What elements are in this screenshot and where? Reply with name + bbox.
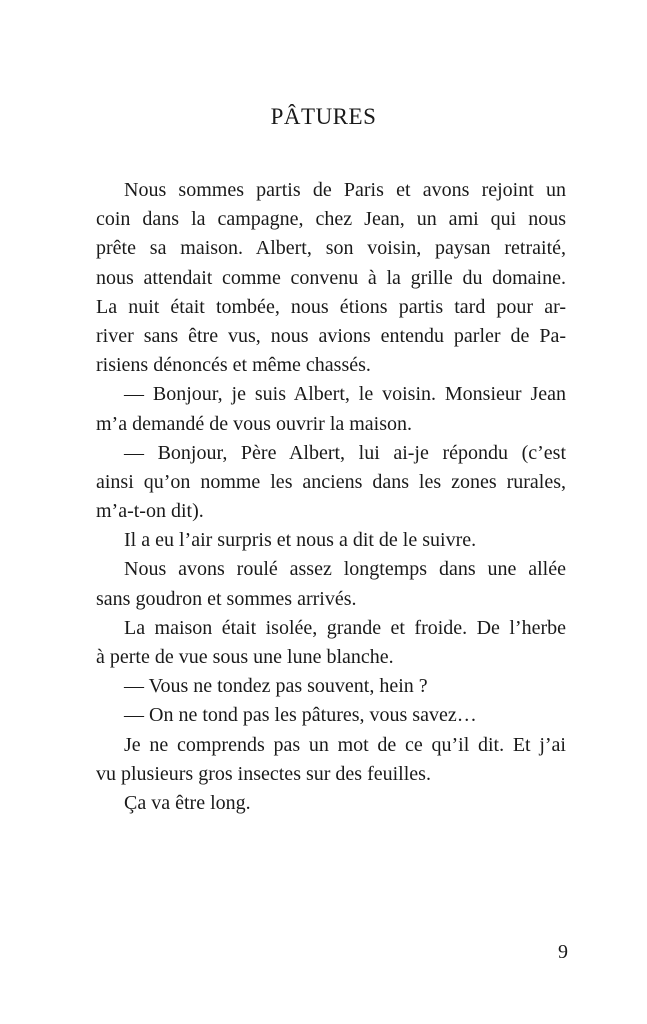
text-line: nous attendait comme convenu à la grille du domaine. bbox=[96, 266, 566, 289]
text-line: vu plusieurs gros insectes sur des feuilles. bbox=[96, 762, 431, 785]
text-line: — Vous ne tondez pas souvent, hein ? bbox=[124, 675, 428, 698]
text-line: — Bonjour, je suis Albert, le voisin. Monsieur Jean bbox=[124, 383, 566, 406]
text-line: river sans être vus, nous avions entendu parler de Pa- bbox=[96, 324, 566, 347]
text-line: La nuit était tombée, nous étions partis tard pour ar- bbox=[96, 295, 566, 318]
text-line: prête sa maison. Albert, son voisin, paysan retraité, bbox=[96, 237, 566, 260]
text-line: Ça va être long. bbox=[124, 791, 251, 814]
text-line: La maison était isolée, grande et froide. De l’herbe bbox=[124, 616, 566, 639]
text-line: risiens dénoncés et même chassés. bbox=[96, 354, 371, 377]
text-line: sans goudron et sommes arrivés. bbox=[96, 587, 357, 610]
text-line: m’a-t-on dit). bbox=[96, 500, 204, 523]
text-line: — Bonjour, Père Albert, lui ai-je répondu (c’est bbox=[124, 441, 566, 464]
text-line: Nous avons roulé assez longtemps dans une allée bbox=[124, 558, 566, 581]
text-line: m’a demandé de vous ouvrir la maison. bbox=[96, 412, 413, 435]
text-line: Je ne comprends pas un mot de ce qu’il dit. Et j’ai bbox=[124, 733, 566, 756]
text-line: Il a eu l’air surpris et nous a dit de le suivre. bbox=[124, 529, 477, 552]
chapter-title: PÂTURES bbox=[270, 104, 377, 129]
page-number: 9 bbox=[558, 941, 568, 963]
body-text bbox=[96, 176, 566, 818]
text-line: Nous sommes partis de Paris et avons rejoint un bbox=[124, 179, 566, 201]
text-line: ainsi qu’on nomme les anciens dans les zones rurales, bbox=[96, 470, 566, 493]
text-line: — On ne tond pas les pâtures, vous savez… bbox=[124, 704, 477, 727]
text-line: à perte de vue sous une lune blanche. bbox=[96, 646, 394, 668]
text-line: coin dans la campagne, chez Jean, un ami qui nous bbox=[96, 208, 566, 231]
